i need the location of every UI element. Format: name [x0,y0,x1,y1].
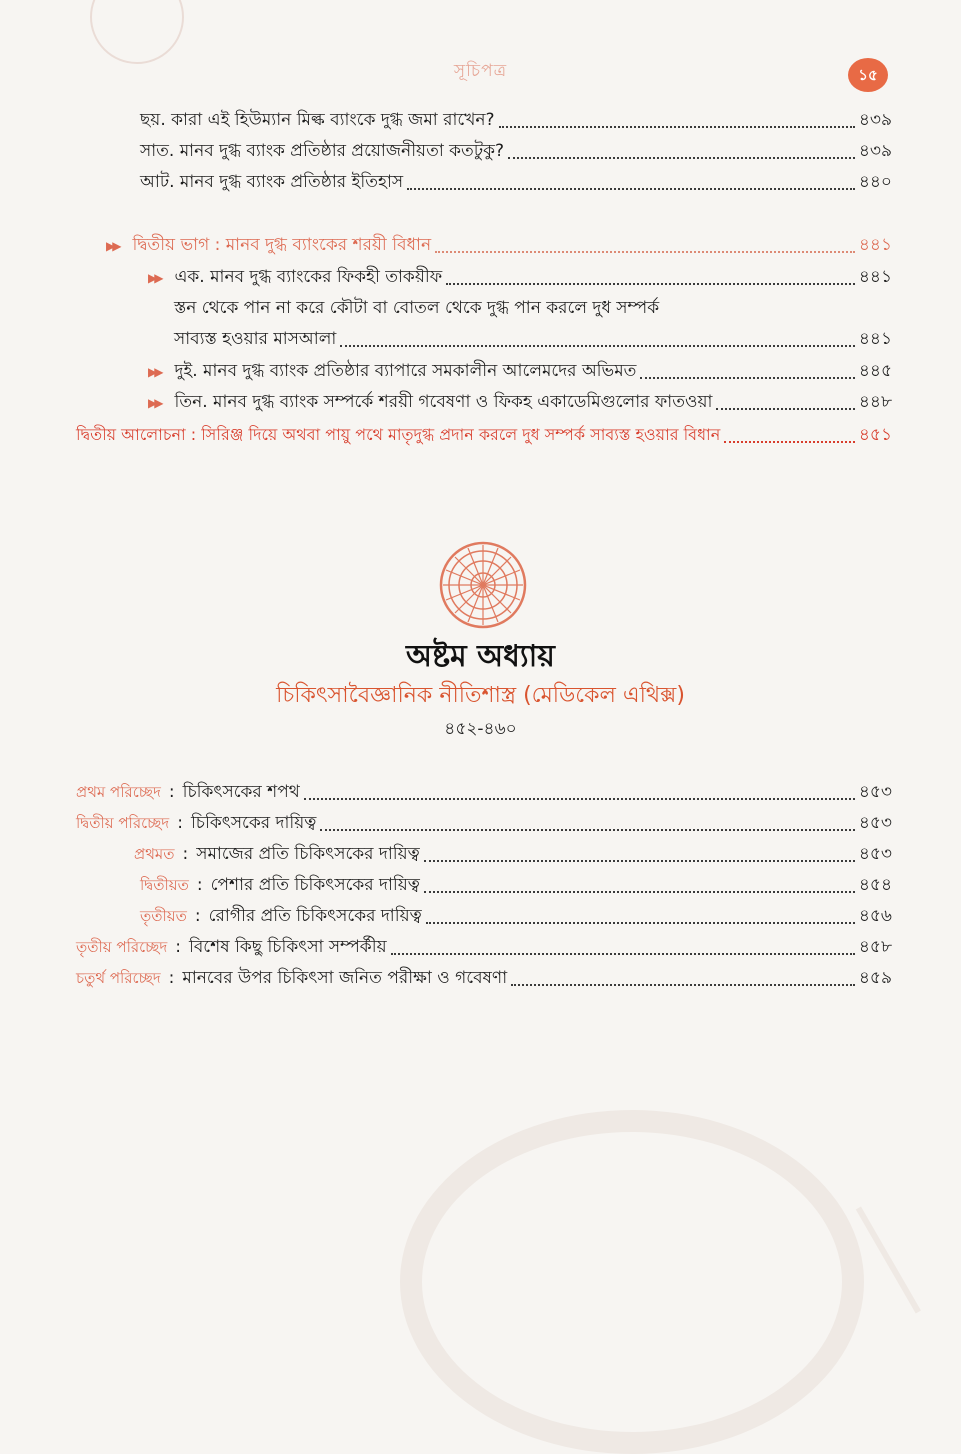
part-two-page: ৪৪১ [858,235,892,255]
subsection-page: ৪৫৪ [858,875,892,895]
bottom-decorative-stroke [856,1167,961,1314]
section-label: তৃতীয় পরিচ্ছেদ [76,938,168,956]
toc-entry-text: সাব্যস্ত হওয়ার মাসআলা [174,329,337,349]
double-arrow-icon: ▶▶ [148,365,161,379]
leader-dots [340,331,855,347]
colon-separator: : [196,875,203,895]
subsection-title: সমাজের প্রতি চিকিৎসকের দায়িত্ব [196,844,420,864]
chapter-toc-entry[interactable] [140,871,892,899]
top-decorative-curve [90,0,184,64]
colon-separator: : [182,844,189,864]
leader-dots [424,846,855,862]
subsection-label: তৃতীয়ত [140,907,187,925]
chapter-title: অষ্টম অধ্যায় [406,639,555,674]
subsection-title: পেশার প্রতি চিকিৎসকের দায়িত্ব [210,875,420,895]
toc-entry-page: ৪৪০ [858,172,892,192]
colon-separator: : [177,813,183,833]
toc-entry-page: ৪৩৯ [858,141,892,161]
leader-dots [391,939,855,955]
toc-entry-page: ৪৪৮ [858,392,892,412]
toc-entry-page: ৪৪১ [858,329,892,349]
toc-entry-line1 [174,294,892,322]
chapter-toc-entry[interactable] [140,902,892,930]
subsection-label: দ্বিতীয়ত [140,876,189,894]
toc-entry-text: ছয়. কারা এই হিউম্যান মিল্ক ব্যাংকে দুগ্ধ জমা রাখেন? [140,110,495,130]
leader-dots [304,784,855,800]
page-number-badge: ১৫ [848,58,888,92]
leader-dots [424,877,855,893]
double-arrow-icon: ▶▶ [148,396,161,410]
leader-dots [640,363,855,379]
toc-entry-page: ৪৪১ [858,267,892,287]
double-arrow-icon: ▶▶ [106,239,119,253]
chapter-toc-entry[interactable] [134,840,892,868]
section-page: ৪৫৩ [858,782,892,802]
subsection-label: প্রথমত [134,845,175,863]
section-page: ৪৫৯ [858,968,892,988]
chapter-toc-entry[interactable] [76,809,892,837]
toc-entry-text: স্তন থেকে পান না করে কৌটা বা বোতল থেকে দুগ্ধ পান করলে দুধ সম্পর্ক [174,298,660,318]
second-discussion-text: দ্বিতীয় আলোচনা : সিরিঞ্জ দিয়ে অথবা পায়ু পথে মাতৃদুগ্ধ প্রদান করলে দুধ সম্পর্ক সাব্যস্ত হওয়ার বিধান [76,425,721,444]
part-two-label: দ্বিতীয় ভাগ : মানব দুগ্ধ ব্যাংকের শরয়ী বিধান [132,235,432,255]
section-title: চিকিৎসকের দায়িত্ব [190,813,317,833]
chapter-page-range: ৪৫২-৪৬০ [444,719,517,739]
colon-separator: : [168,968,175,988]
toc-entry[interactable] [148,388,892,416]
part-two-heading[interactable] [106,231,892,259]
leader-dots [499,112,855,128]
toc-entry[interactable] [148,263,892,291]
toc-entry-text: দুই. মানব দুগ্ধ ব্যাংক প্রতিষ্ঠার ব্যাপারে সমকালীন আলেমদের অভিমত [174,361,637,381]
leader-dots [435,237,855,253]
leader-dots [446,269,855,285]
chapter-toc-entry[interactable] [76,964,892,992]
toc-entry-text: সাত. মানব দুগ্ধ ব্যাংক প্রতিষ্ঠার প্রয়োজনীয়তা কতটুকু? [140,141,504,161]
section-page: ৪৫৮ [858,937,892,957]
subsection-page: ৪৫৬ [858,906,892,926]
toc-entry-text: আট. মানব দুগ্ধ ব্যাংক প্রতিষ্ঠার ইতিহাস [140,172,404,192]
colon-separator: : [194,906,201,926]
section-label: চতুর্থ পরিচ্ছেদ [76,969,161,987]
toc-entry[interactable] [140,106,892,134]
chapter-toc-entry[interactable] [76,933,892,961]
subsection-title: রোগীর প্রতি চিকিৎসকের দায়িত্ব [208,906,422,926]
bottom-decorative-arc [400,1110,864,1454]
section-title: মানবের উপর চিকিৎসা জনিত পরীক্ষা ও গবেষণা [182,968,508,988]
toc-entry-page: ৪৪৫ [858,361,892,381]
toc-entry[interactable] [148,357,892,385]
section-label: প্রথম পরিচ্ছেদ [76,783,161,801]
section-label: দ্বিতীয় পরিচ্ছেদ [76,814,170,832]
leader-dots [320,815,855,831]
chapter-toc-entry[interactable] [76,778,892,806]
section-title: বিশেষ কিছু চিকিৎসা সম্পর্কীয় [188,937,387,957]
toc-entry-page: ৪৩৯ [858,110,892,130]
toc-entry-text: তিন. মানব দুগ্ধ ব্যাংক সম্পর্কে শরয়ী গবেষণা ও ফিকহ একাডেমিগুলোর ফাতওয়া [174,392,713,412]
double-arrow-icon: ▶▶ [148,271,161,285]
second-discussion-entry[interactable] [76,421,892,449]
leader-dots [716,394,854,410]
colon-separator: : [175,937,181,957]
chapter-subtitle: চিকিৎসাবৈজ্ঞানিক নীতিশাস্ত্র (মেডিকেল এথিক্স) [276,683,685,708]
section-page: ৪৫৩ [858,813,892,833]
section-title: চিকিৎসকের শপথ [182,782,300,802]
colon-separator: : [168,782,175,802]
leader-dots [407,174,855,190]
leader-dots [508,143,855,159]
toc-entry[interactable] [140,168,892,196]
toc-entry[interactable] [140,137,892,165]
subsection-page: ৪৫৩ [858,844,892,864]
second-discussion-page: ৪৫১ [858,425,892,445]
leader-dots [724,427,855,443]
leader-dots [426,908,855,924]
toc-entry-text: এক. মানব দুগ্ধ ব্যাংকের ফিকহী তাকয়ীফ [174,267,443,287]
toc-entry[interactable] [174,325,892,353]
leader-dots [511,970,855,986]
running-title: সূচিপত্র [453,61,508,81]
rosette-ornament-icon [438,540,528,630]
